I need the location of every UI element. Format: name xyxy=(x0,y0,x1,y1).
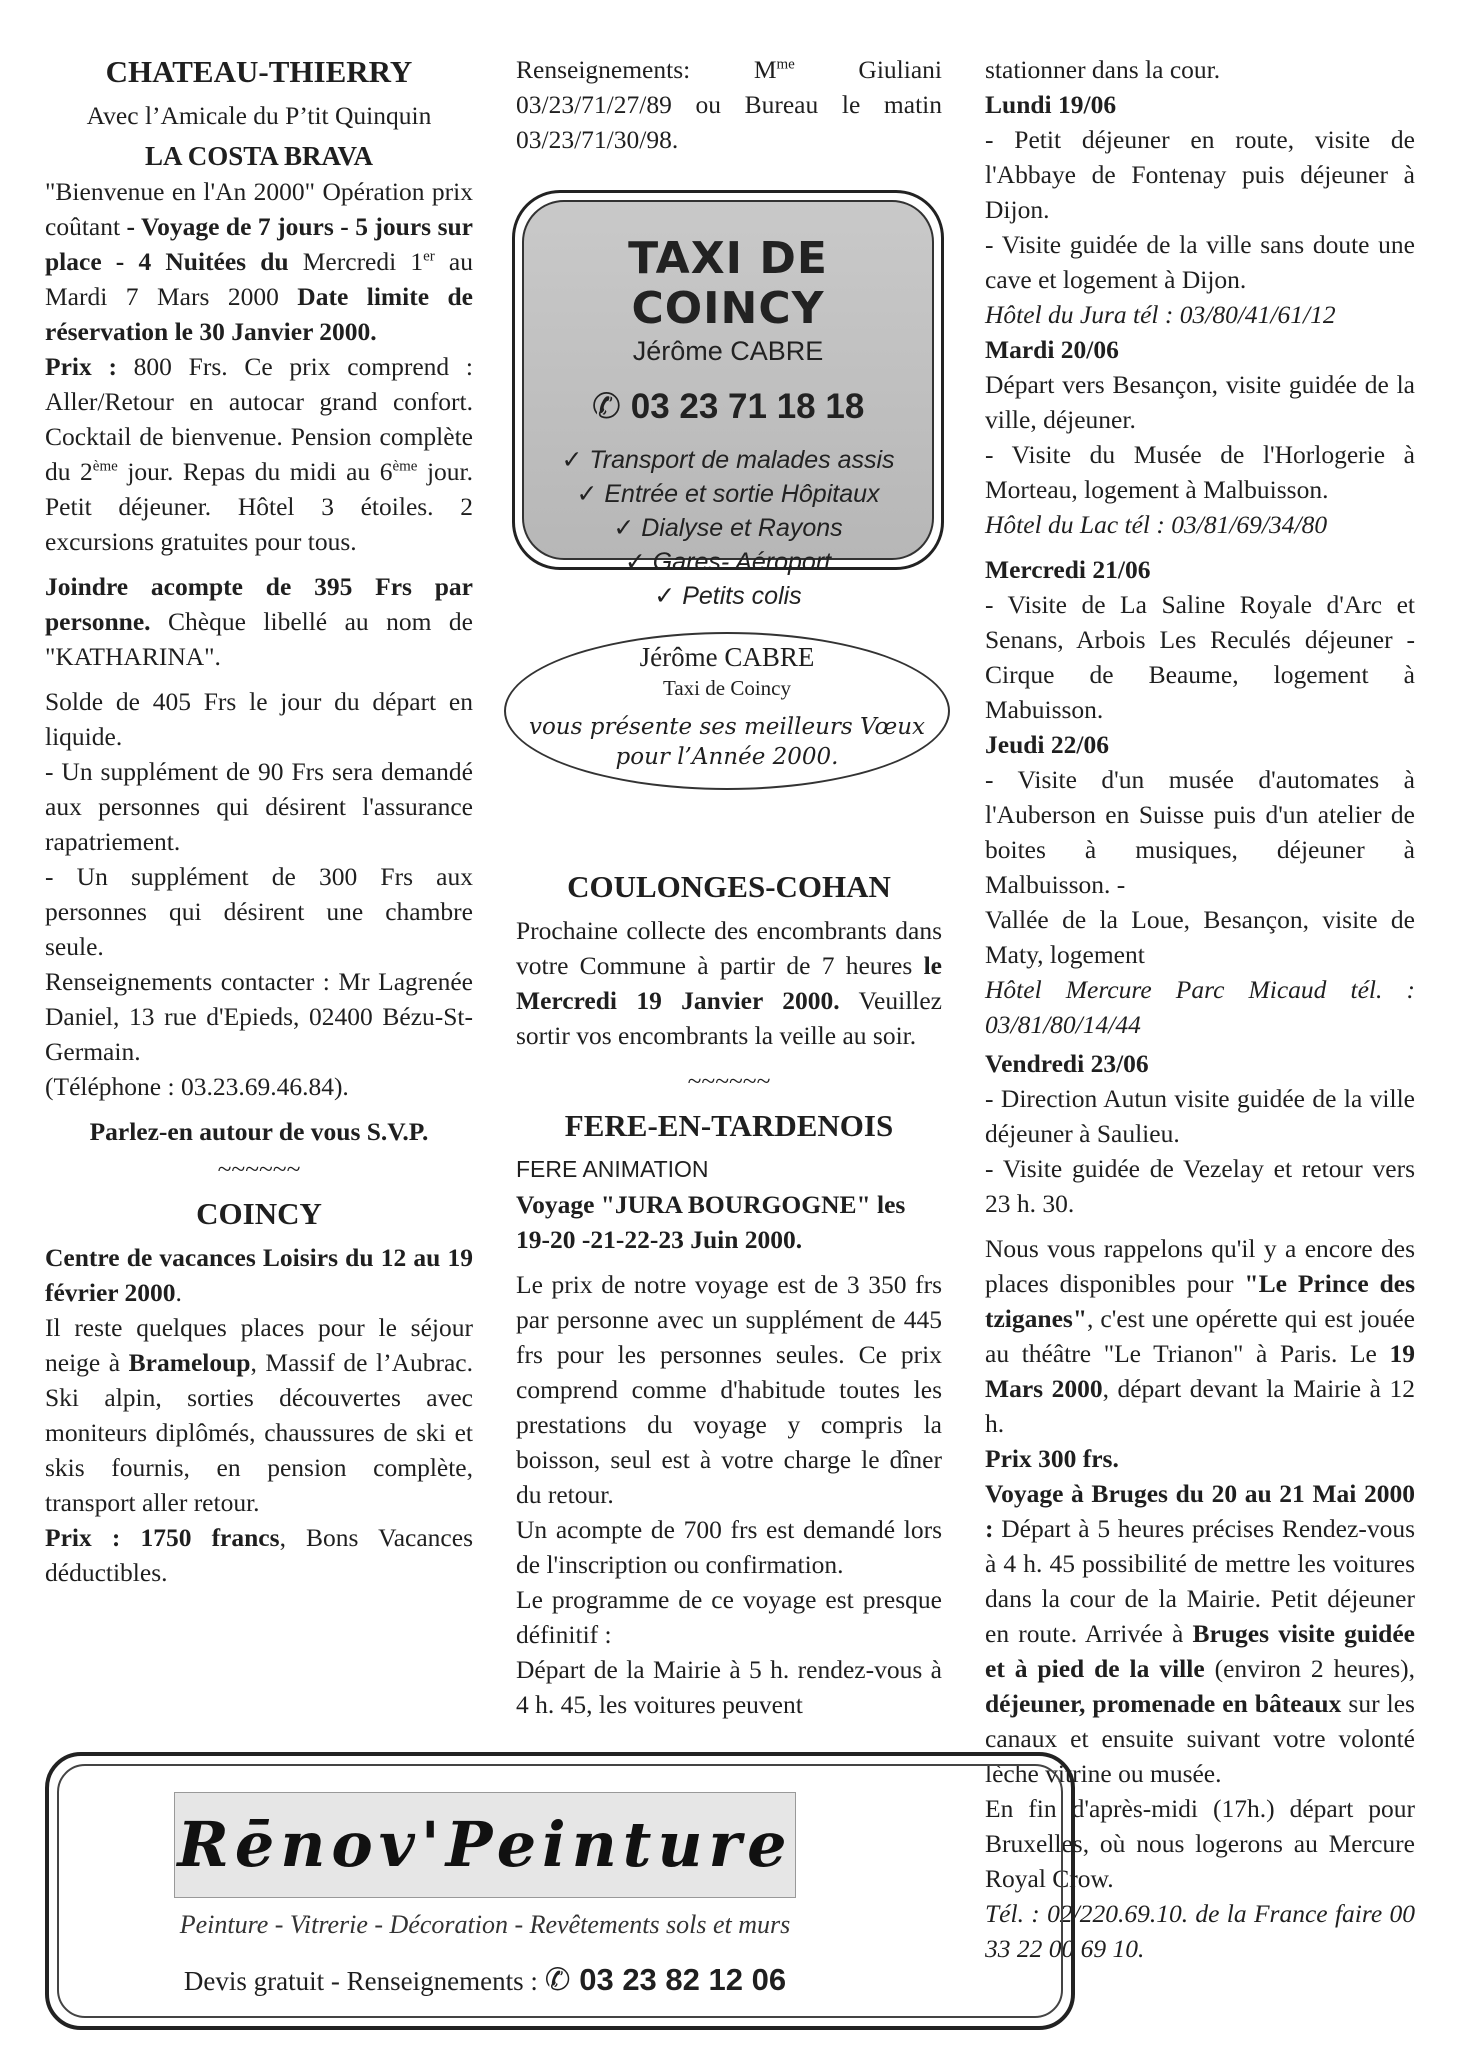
separator-tilde: ~~~~~~ xyxy=(217,1154,301,1183)
heading-coulonges-cohan: COULONGES-COHAN xyxy=(567,869,891,904)
text-bold: Brameloup xyxy=(128,1348,251,1377)
text: jour. Petit déjeuner. Hôtel 3 étoiles. 2 excursions gratuites pour tous. xyxy=(45,457,474,556)
mardi-text-2: - Visite du Musée de l'Horlogerie à Morteau, logement à Malbuisson. xyxy=(985,440,1415,504)
fere-paragraph-3: Le programme de ce voyage est presque définitif : xyxy=(516,1585,942,1649)
chateau-supplement-2: - Un supplément de 300 Frs aux personnes qui désirent une chambre seule. xyxy=(45,862,473,961)
contact-text: Devis gratuit - Renseignements : xyxy=(183,1966,545,1996)
text: sur les canaux et ensuite suivant votre volonté lèche vitrine ou musée. xyxy=(985,1689,1415,1788)
text: , Bons Vacances déductibles. xyxy=(45,1523,473,1587)
renov-ad-panel xyxy=(57,1764,1063,2018)
vendredi-text: - Direction Autun visite guidée de la ville déjeuner à Saulieu. xyxy=(985,1084,1415,1148)
text-bold: Prix : 1750 francs xyxy=(45,1523,280,1552)
text: , c'est une opérette qui est jouée au théâtre "Le Trianon" à Paris. Le xyxy=(985,1304,1415,1368)
chateau-phone: (Téléphone : 03.23.69.46.84). xyxy=(45,1072,349,1101)
bruges-evening: En fin d'après-midi (17h.) départ pour Bruxelles, où nous logerons au Mercure Royal Crow. xyxy=(985,1794,1415,1893)
superscript: er xyxy=(423,248,435,265)
coincy-paragraph-2 xyxy=(45,1310,473,1520)
superscript: me xyxy=(776,56,795,73)
chateau-price-paragraph xyxy=(45,349,473,559)
superscript: ème xyxy=(392,458,418,475)
phone-number: 03 23 71 18 18 xyxy=(630,387,865,426)
renseignements-giuliani xyxy=(516,52,942,157)
greetings-line-2: pour l’Année 2000. xyxy=(615,744,839,770)
jeudi-hotel: Hôtel Mercure Parc Micaud tél. : 03/81/80/14/44 xyxy=(985,975,1415,1039)
taxi-phone xyxy=(524,387,932,427)
day-vendredi: Vendredi 23/06 xyxy=(985,1049,1149,1078)
text: Mercredi 1 xyxy=(288,247,424,276)
text: Arrivée à xyxy=(1077,1619,1193,1648)
fere-paragraph-1: Le prix de notre voyage est de 3 350 frs par personne avec un supplément de 445 frs pour les personnes seules. Ce prix comprend comme d'habitude toutes les prestations du voyage y compris la boisson, seul est à votre charge le dîner du retour. xyxy=(516,1270,942,1509)
text-bold: 19 Mars 2000 xyxy=(985,1339,1415,1403)
greetings-sub: Taxi de Coincy xyxy=(663,676,791,700)
chateau-supplement-1: - Un supplément de 90 Frs sera demandé aux personnes qui désirent l'assurance rapatriement. xyxy=(45,757,473,856)
text: Giuliani 03/23/71/27/89 ou Bureau le matin 03/23/71/30/98. xyxy=(516,55,943,154)
column-3 xyxy=(985,52,1415,1966)
coincy-price xyxy=(45,1520,473,1590)
text: , Massif de l’Aubrac. Ski alpin, sorties découvertes avec moniteurs diplômés, chaussures de ski et skis fournis, en pension complète, transport aller retour. xyxy=(45,1348,473,1517)
renov-phone xyxy=(545,1962,786,1997)
day-jeudi: Jeudi 22/06 xyxy=(985,730,1109,759)
heading-fere-en-tardenois: FERE-EN-TARDENOIS xyxy=(564,1108,894,1143)
text-bold: Bruges visite guidée et à pied de la ville xyxy=(985,1619,1415,1683)
text: Veuillez sortir vos encombrants la veille au soir. xyxy=(516,986,942,1050)
jeudi-text: - Visite d'un musée d'automates à l'Auberson en Suisse puis d'un atelier de boites à musiques, déjeuner à Malbuisson. - xyxy=(985,765,1415,899)
phone-icon: ✆ xyxy=(544,1962,571,1997)
chateau-balance-paragraph: Solde de 405 Frs le jour du départ en liquide. xyxy=(45,687,473,751)
taxi-service-item: ✓ Gares- Aéroport xyxy=(624,548,832,576)
superscript: ème xyxy=(92,458,118,475)
day-lundi: Lundi 19/06 xyxy=(985,90,1117,119)
text-bold: Voyage à Bruges du 20 au 21 Mai 2000 : xyxy=(985,1479,1415,1543)
fere-voyage-title: Voyage "JURA BOURGOGNE" les 19-20 -21-22-23 Juin 2000. xyxy=(516,1190,906,1254)
heading-coincy: COINCY xyxy=(196,1196,322,1231)
fere-paragraph-4: Départ de la Mairie à 5 h. rendez-vous à 4 h. 45, les voitures peuvent xyxy=(516,1655,942,1719)
separator-tilde: ~~~~~~ xyxy=(687,1066,771,1095)
coulonges-paragraph xyxy=(516,913,942,1053)
chateau-closing: Parlez-en autour de vous S.V.P. xyxy=(89,1117,429,1146)
heading-chateau-thierry: CHATEAU-THIERRY xyxy=(105,54,413,89)
text-bold: Date limite de réservation le 30 Janvier 2000. xyxy=(45,282,473,346)
text-bold: le Mercredi 19 Janvier 2000. xyxy=(516,951,942,1015)
renov-tagline: Peinture - Vitrerie - Décoration - Revêtements sols et murs xyxy=(179,1910,791,1939)
mercredi-text: - Visite de La Saline Royale d'Arc et Senans, Arbois Les Reculés déjeuner - Cirque de Beaume, logement à Mabuisson. xyxy=(985,590,1415,724)
fere-animation-label: FERE ANIMATION xyxy=(516,1156,709,1182)
text: Nous vous rappelons qu'il y a encore des places disponibles pour xyxy=(985,1234,1415,1298)
text-bold: déjeuner, promenade en bâteaux xyxy=(985,1689,1342,1718)
text: jour. Repas du midi au 6 xyxy=(117,457,393,486)
renov-logo: Rēnov'Peinture xyxy=(174,1792,796,1898)
taxi-title: TAXI DE COINCY xyxy=(628,233,828,334)
taxi-ad-panel xyxy=(522,200,934,610)
text: 800 Frs. Ce prix comprend : Aller/Retour en autocar grand confort. Cocktail de bienvenue. Pension complète du 2 xyxy=(45,352,473,486)
day-mercredi: Mercredi 21/06 xyxy=(985,555,1151,584)
taxi-de-coincy-ad xyxy=(512,190,944,610)
phone-icon: ✆ xyxy=(591,387,622,426)
lundi-text-2: - Visite guidée de la ville sans doute une cave et logement à Dijon. xyxy=(985,230,1415,294)
jeudi-text-2: Vallée de la Loue, Besançon, visite de Maty, logement xyxy=(985,905,1415,969)
text: Renseignements: M xyxy=(516,55,777,84)
taxi-service-item: ✓ Petits colis xyxy=(654,582,802,610)
chateau-contact: Renseignements contacter : Mr Lagrenée Daniel, 13 rue d'Epieds, 02400 Bézu-St-Germain. xyxy=(45,967,473,1066)
bruges-phone: Tél. : 02/220.69.10. de la France faire 00 33 22 00 69 10. xyxy=(985,1899,1415,1963)
fere-paragraph-2: Un acompte de 700 frs est demandé lors de l'inscription ou confirmation. xyxy=(516,1515,942,1579)
vendredi-text-2: - Visite guidée de Vezelay et retour vers 23 h. 30. xyxy=(985,1154,1415,1218)
mardi-hotel: Hôtel du Lac tél : 03/81/69/34/80 xyxy=(985,510,1328,539)
text-bold: Centre de vacances Loisirs du 12 au 19 février 2000 xyxy=(45,1243,473,1307)
greetings-name: Jérôme CABRE xyxy=(639,642,815,672)
day-mardi: Mardi 20/06 xyxy=(985,335,1119,364)
mardi-text: Départ vers Besançon, visite guidée de la ville, déjeuner. xyxy=(985,370,1415,434)
taxi-service-item: ✓ Transport de malades assis xyxy=(561,446,895,474)
greetings-oval xyxy=(504,632,950,790)
coincy-paragraph-1 xyxy=(45,1240,473,1310)
text: Chèque libellé au nom de "KATHARINA". xyxy=(45,607,473,671)
taxi-owner-name: Jérôme CABRE xyxy=(632,336,824,366)
bruges-paragraph xyxy=(985,1476,1415,1791)
renov-peinture-ad xyxy=(45,1752,1075,2030)
rappel-paragraph xyxy=(985,1231,1415,1441)
amicale-line: Avec l’Amicale du P’tit Quinquin xyxy=(86,101,432,130)
text-bold: "Le Prince des tziganes" xyxy=(985,1269,1415,1333)
text: au Mardi 7 Mars 2000 xyxy=(45,247,473,311)
text: (environ 2 heures), xyxy=(1204,1654,1416,1683)
renov-contact xyxy=(59,1962,911,1998)
text: "Bienvenue en l'An 2000" Opération prix coûtant xyxy=(45,177,473,241)
chateau-paragraph-1 xyxy=(45,174,473,349)
text: Départ à 5 heures précises Rendez-vous à 4 h. 45 possibilité de mettre les voitures dans la cour de la Mairie. Petit déjeuner en route. xyxy=(985,1514,1415,1648)
text-bold: - Voyage de 7 jours - 5 jours sur place - 4 Nuitées du xyxy=(45,212,473,276)
greetings-line-1: vous présente ses meilleurs Vœux xyxy=(528,714,926,740)
lundi-hotel: Hôtel du Jura tél : 03/80/41/61/12 xyxy=(985,300,1336,329)
chateau-deposit-paragraph xyxy=(45,569,473,674)
taxi-service-item: ✓ Dialyse et Rayons xyxy=(613,514,843,542)
phone-number: 03 23 82 12 06 xyxy=(579,1962,787,1997)
text-bold: Joindre acompte de 395 Frs par personne. xyxy=(45,572,473,636)
text: Prochaine collecte des encombrants dans votre Commune à partir de 7 heures xyxy=(516,916,942,980)
text: , départ devant la Mairie à 12 h. xyxy=(985,1374,1415,1438)
continued-line: stationner dans la cour. xyxy=(985,55,1221,84)
column-1 xyxy=(45,52,473,1590)
rappel-price: Prix 300 frs. xyxy=(985,1444,1119,1473)
lundi-text: - Petit déjeuner en route, visite de l'Abbaye de Fontenay puis déjeuner à Dijon. xyxy=(985,125,1415,224)
taxi-service-item: ✓ Entrée et sortie Hôpitaux xyxy=(576,480,880,508)
text: . xyxy=(175,1278,182,1307)
costa-brava-subheading: LA COSTA BRAVA xyxy=(144,141,374,171)
price-label: Prix : xyxy=(45,352,117,381)
text: Il reste quelques places pour le séjour neige à xyxy=(45,1313,473,1377)
